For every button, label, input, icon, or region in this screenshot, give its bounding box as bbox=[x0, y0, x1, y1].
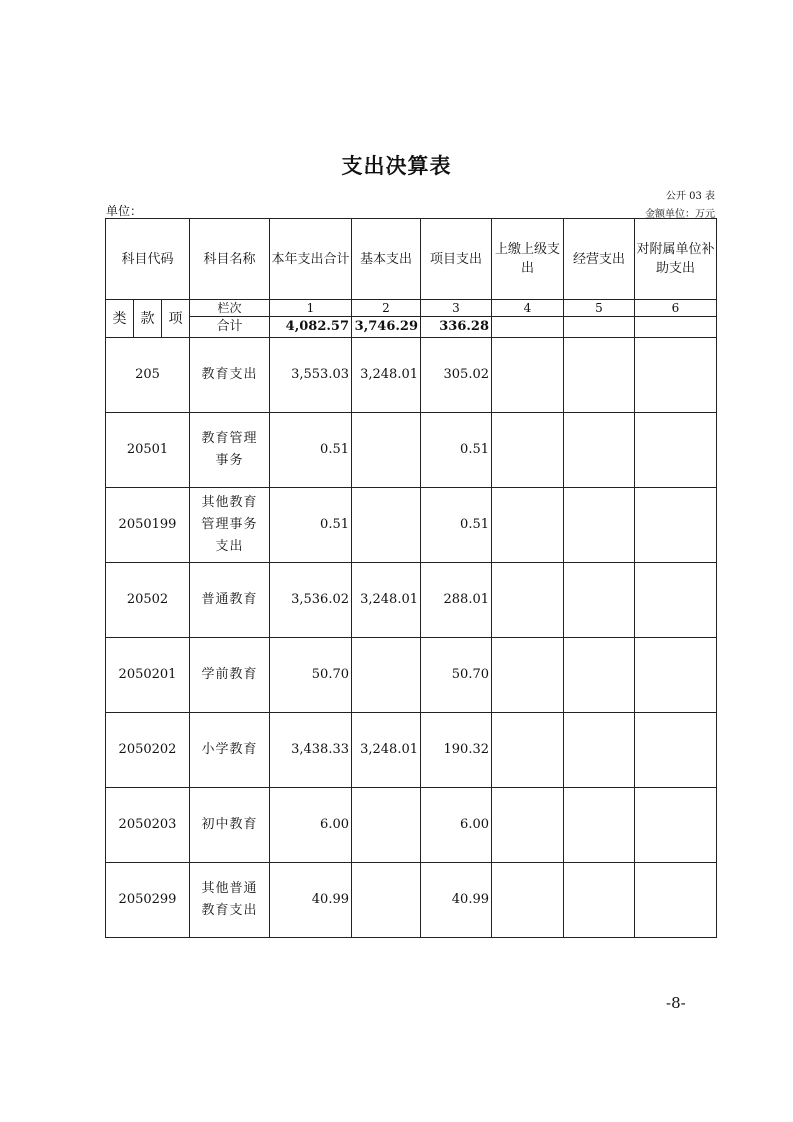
amount-unit: 金额单位：万元 bbox=[645, 209, 715, 220]
row-upper bbox=[492, 563, 564, 638]
header-code: 科目代码 bbox=[106, 219, 190, 300]
row-name: 教育管理事务 bbox=[190, 413, 270, 488]
row-code: 2050203 bbox=[106, 788, 190, 863]
row-code: 20502 bbox=[106, 563, 190, 638]
header-upper: 上缴上级支出 bbox=[492, 219, 564, 300]
table-row bbox=[106, 563, 717, 638]
column-number: 2 bbox=[352, 300, 421, 317]
row-basic: 3,248.01 bbox=[352, 713, 421, 788]
table-row bbox=[106, 788, 717, 863]
row-total: 50.70 bbox=[270, 638, 352, 713]
row-subsidiary bbox=[635, 488, 717, 563]
row-name: 初中教育 bbox=[190, 788, 270, 863]
row-business bbox=[564, 713, 635, 788]
row-code: 2050201 bbox=[106, 638, 190, 713]
row-name: 普通教育 bbox=[190, 563, 270, 638]
row-upper bbox=[492, 638, 564, 713]
header-total: 本年支出合计 bbox=[270, 219, 352, 300]
total-upper bbox=[492, 317, 564, 338]
form-number: 公开 03 表 bbox=[665, 191, 715, 202]
column-label: 栏次 bbox=[190, 300, 270, 317]
total-label: 合计 bbox=[190, 317, 270, 338]
header-name: 科目名称 bbox=[190, 219, 270, 300]
row-upper bbox=[492, 713, 564, 788]
header-kuan: 款 bbox=[134, 300, 162, 338]
row-code: 20501 bbox=[106, 413, 190, 488]
row-basic bbox=[352, 413, 421, 488]
row-project: 6.00 bbox=[421, 788, 492, 863]
row-upper bbox=[492, 788, 564, 863]
row-code: 2050299 bbox=[106, 863, 190, 938]
row-business bbox=[564, 413, 635, 488]
page-number: -8- bbox=[666, 994, 686, 1012]
table-row bbox=[106, 413, 717, 488]
row-upper bbox=[492, 488, 564, 563]
row-name: 学前教育 bbox=[190, 638, 270, 713]
row-basic bbox=[352, 788, 421, 863]
row-name: 小学教育 bbox=[190, 713, 270, 788]
row-project: 0.51 bbox=[421, 413, 492, 488]
row-basic bbox=[352, 863, 421, 938]
row-business bbox=[564, 338, 635, 413]
total-subsidiary bbox=[635, 317, 717, 338]
row-project: 0.51 bbox=[421, 488, 492, 563]
table-row bbox=[106, 338, 717, 413]
row-business bbox=[564, 638, 635, 713]
row-basic bbox=[352, 638, 421, 713]
total-project: 336.28 bbox=[421, 317, 492, 338]
row-code: 2050202 bbox=[106, 713, 190, 788]
table-row bbox=[106, 488, 717, 563]
table-row bbox=[106, 713, 717, 788]
expenditure-table bbox=[105, 218, 717, 938]
header-project: 项目支出 bbox=[421, 219, 492, 300]
row-subsidiary bbox=[635, 413, 717, 488]
unit-label: 单位： bbox=[106, 204, 143, 218]
row-subsidiary bbox=[635, 788, 717, 863]
row-upper bbox=[492, 863, 564, 938]
column-number: 5 bbox=[564, 300, 635, 317]
row-business bbox=[564, 788, 635, 863]
row-name: 其他教育管理事务支出 bbox=[190, 488, 270, 563]
row-total: 0.51 bbox=[270, 488, 352, 563]
column-number: 6 bbox=[635, 300, 717, 317]
header-subsidiary: 对附属单位补助支出 bbox=[635, 219, 717, 300]
column-number: 3 bbox=[421, 300, 492, 317]
total-business bbox=[564, 317, 635, 338]
row-subsidiary bbox=[635, 563, 717, 638]
row-basic: 3,248.01 bbox=[352, 338, 421, 413]
row-project: 40.99 bbox=[421, 863, 492, 938]
row-basic bbox=[352, 488, 421, 563]
row-upper bbox=[492, 338, 564, 413]
row-subsidiary bbox=[635, 338, 717, 413]
header-xiang: 项 bbox=[162, 300, 190, 338]
total-basic: 3,746.29 bbox=[352, 317, 421, 338]
row-name: 其他普通教育支出 bbox=[190, 863, 270, 938]
row-total: 6.00 bbox=[270, 788, 352, 863]
row-total: 0.51 bbox=[270, 413, 352, 488]
table-row bbox=[106, 638, 717, 713]
row-name: 教育支出 bbox=[190, 338, 270, 413]
row-total: 3,536.02 bbox=[270, 563, 352, 638]
row-project: 50.70 bbox=[421, 638, 492, 713]
row-code: 2050199 bbox=[106, 488, 190, 563]
row-subsidiary bbox=[635, 638, 717, 713]
row-project: 190.32 bbox=[421, 713, 492, 788]
column-number: 4 bbox=[492, 300, 564, 317]
header-basic: 基本支出 bbox=[352, 219, 421, 300]
header-business: 经营支出 bbox=[564, 219, 635, 300]
row-project: 305.02 bbox=[421, 338, 492, 413]
row-business bbox=[564, 863, 635, 938]
row-subsidiary bbox=[635, 863, 717, 938]
row-subsidiary bbox=[635, 713, 717, 788]
row-project: 288.01 bbox=[421, 563, 492, 638]
row-business bbox=[564, 563, 635, 638]
column-number: 1 bbox=[270, 300, 352, 317]
row-business bbox=[564, 488, 635, 563]
row-total: 3,553.03 bbox=[270, 338, 352, 413]
row-total: 3,438.33 bbox=[270, 713, 352, 788]
table-row bbox=[106, 863, 717, 938]
total-amount: 4,082.57 bbox=[270, 317, 352, 338]
row-total: 40.99 bbox=[270, 863, 352, 938]
row-upper bbox=[492, 413, 564, 488]
page-title: 支出决算表 bbox=[341, 154, 452, 178]
row-basic: 3,248.01 bbox=[352, 563, 421, 638]
header-lei: 类 bbox=[106, 300, 134, 338]
row-code: 205 bbox=[106, 338, 190, 413]
